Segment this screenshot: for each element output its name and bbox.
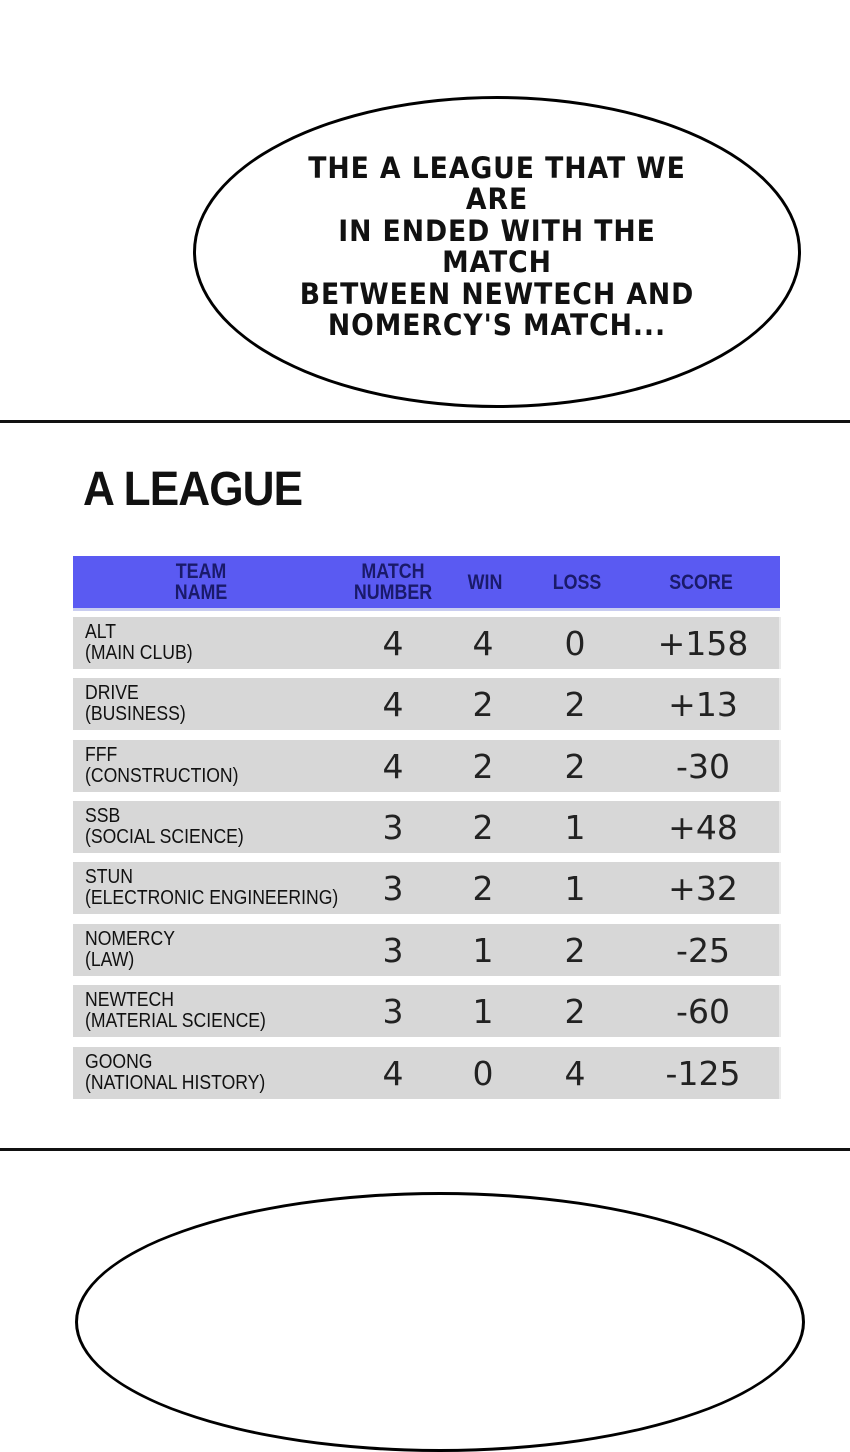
- team-department: (SOCIAL SCIENCE): [85, 826, 244, 848]
- table-row: [73, 862, 780, 914]
- table-row: [73, 1047, 780, 1099]
- team-cell: [85, 929, 175, 971]
- team-name: ALT: [85, 621, 116, 643]
- header-win: WIN: [467, 570, 503, 594]
- win-count: 4: [472, 623, 494, 663]
- team-name: SSB: [85, 805, 121, 827]
- team-cell: [85, 683, 186, 725]
- win-count: 1: [472, 930, 494, 970]
- team-department: (NATIONAL HISTORY): [85, 1072, 266, 1094]
- win-count: 2: [472, 807, 494, 847]
- score-value: -125: [665, 1053, 741, 1093]
- win-count: 2: [472, 746, 494, 786]
- speech-bubble-partial: [75, 1192, 805, 1452]
- speech-line: THE A LEAGUE THAT WE ARE: [308, 150, 686, 216]
- team-name: NEWTECH: [85, 989, 174, 1011]
- match-count: 4: [382, 746, 404, 786]
- league-title: A LEAGUE: [83, 463, 303, 516]
- table-row: [73, 617, 780, 669]
- score-value: +158: [657, 623, 749, 663]
- speech-bubble-text: [295, 150, 700, 342]
- header-team-line1: TEAM: [175, 560, 227, 583]
- score-value: +48: [668, 807, 738, 847]
- loss-count: 1: [564, 868, 586, 908]
- loss-count: 1: [564, 807, 586, 847]
- header-team-name: [160, 556, 242, 608]
- panel-divider-top: [0, 420, 850, 423]
- header-match-line1: MATCH: [361, 560, 425, 583]
- table-row: [73, 678, 780, 730]
- team-cell: [85, 622, 193, 664]
- team-department: (MATERIAL SCIENCE): [85, 1010, 266, 1032]
- header-match-line2: NUMBER: [353, 581, 433, 604]
- match-count: 3: [382, 991, 404, 1031]
- table-row: [73, 924, 780, 976]
- win-count: 2: [472, 684, 494, 724]
- team-name: GOONG: [85, 1051, 153, 1073]
- team-cell: [85, 745, 239, 787]
- header-team-line2: NAME: [174, 581, 228, 604]
- team-department: (BUSINESS): [85, 703, 186, 725]
- speech-bubble: [193, 96, 801, 408]
- score-value: +13: [668, 684, 738, 724]
- team-name: FFF: [85, 744, 118, 766]
- team-cell: [85, 806, 244, 848]
- header-match-number: [351, 556, 436, 608]
- speech-line: IN ENDED WITH THE MATCH: [338, 213, 656, 279]
- table-header: [73, 556, 780, 611]
- score-value: -25: [676, 930, 730, 970]
- match-count: 3: [382, 807, 404, 847]
- win-count: 1: [472, 991, 494, 1031]
- header-loss: LOSS: [552, 570, 602, 594]
- team-department: (ELECTRONIC ENGINEERING): [85, 887, 339, 909]
- loss-count: 2: [564, 684, 586, 724]
- match-count: 3: [382, 930, 404, 970]
- win-count: 0: [472, 1053, 494, 1093]
- team-cell: [85, 990, 266, 1032]
- team-name: STUN: [85, 866, 133, 888]
- table-row: [73, 740, 780, 792]
- team-cell: [85, 1052, 265, 1094]
- loss-count: 2: [564, 991, 586, 1031]
- team-department: (LAW): [85, 949, 135, 971]
- loss-count: 2: [564, 746, 586, 786]
- panel-divider-bottom: [0, 1148, 850, 1151]
- team-name: DRIVE: [85, 682, 139, 704]
- loss-count: 4: [564, 1053, 586, 1093]
- speech-line: NOMERCY'S MATCH...: [327, 308, 667, 342]
- speech-line: BETWEEN NEWTECH AND: [299, 276, 695, 311]
- match-count: 3: [382, 868, 404, 908]
- loss-count: 0: [564, 623, 586, 663]
- loss-count: 2: [564, 930, 586, 970]
- score-value: -60: [676, 991, 730, 1031]
- table-row: [73, 801, 780, 853]
- match-count: 4: [382, 684, 404, 724]
- team-department: (MAIN CLUB): [85, 642, 193, 664]
- win-count: 2: [472, 868, 494, 908]
- match-count: 4: [382, 1053, 404, 1093]
- team-cell: [85, 867, 338, 909]
- team-department: (CONSTRUCTION): [85, 765, 239, 787]
- score-value: -30: [676, 746, 730, 786]
- score-value: +32: [668, 868, 738, 908]
- table-row: [73, 985, 780, 1037]
- header-score: SCORE: [669, 570, 733, 594]
- match-count: 4: [382, 623, 404, 663]
- team-name: NOMERCY: [85, 928, 175, 950]
